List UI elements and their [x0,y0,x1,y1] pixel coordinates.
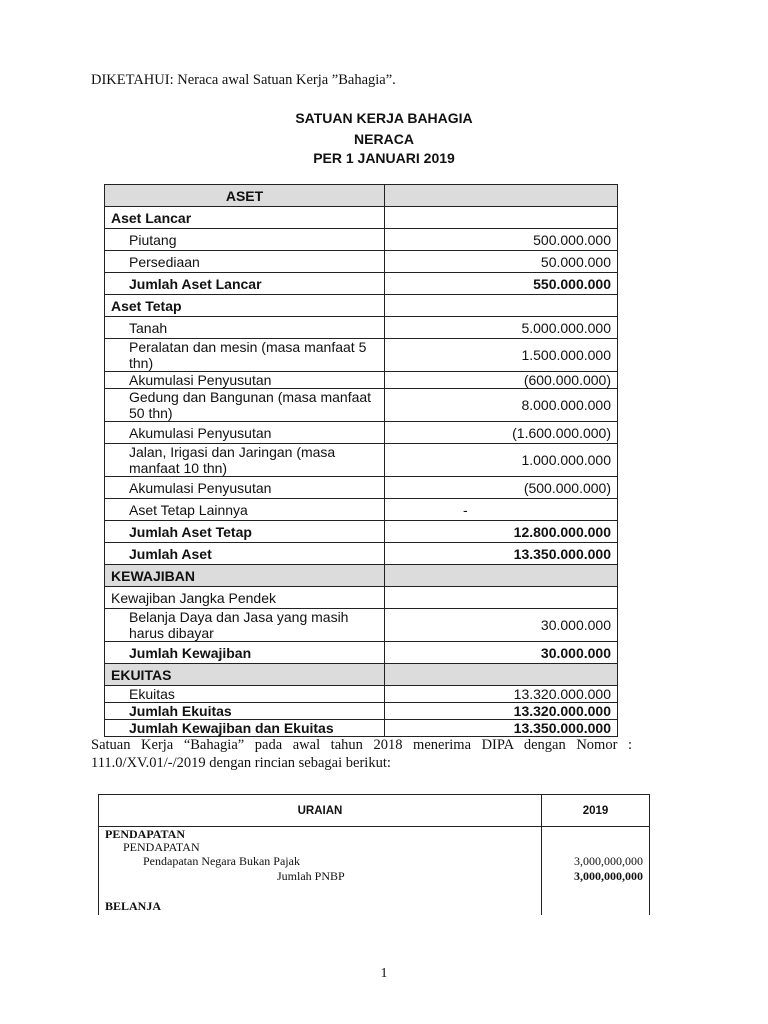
row-amount: 50.000.000 [385,251,618,273]
balance-sheet-row [105,543,618,565]
dipa-row-label: PENDAPATAN [123,840,200,854]
balance-sheet-row [105,521,618,543]
column-divider [541,827,542,915]
dipa-row-amount: 3,000,000,000 [574,869,643,883]
row-amount: 8.000.000.000 [385,389,618,422]
heading-entity: SATUAN KERJA BAHAGIA [295,110,473,126]
balance-sheet-row [105,295,618,317]
row-label: Jumlah Kewajiban dan Ekuitas [105,720,385,737]
row-label: Jumlah Aset Lancar [105,273,385,295]
heading-title: NERACA [354,131,414,147]
balance-sheet-row [105,317,618,339]
balance-sheet-row [105,565,618,587]
balance-sheet-row [105,499,618,521]
balance-sheet-row [105,251,618,273]
row-label: ASET [105,185,385,207]
balance-sheet-row [105,185,618,207]
row-label: Akumulasi Penyusutan [105,372,385,389]
row-label: Jalan, Irigasi dan Jaringan (masa manfaat 10 thn) [105,444,385,477]
dipa-row-label: BELANJA [105,899,162,913]
row-amount: 13.320.000.000 [385,686,618,703]
row-amount: 5.000.000.000 [385,317,618,339]
balance-sheet-row [105,609,618,642]
paragraph-line-2: 111.0/XV.01/-/2019 dengan rincian sebagai berikut: [91,755,391,771]
heading-date: PER 1 JANUARI 2019 [313,150,455,166]
row-amount: 12.800.000.000 [385,521,618,543]
row-amount: (1.600.000.000) [385,422,618,444]
dipa-table-header [99,795,649,827]
dipa-row-label: Pendapatan Negara Bukan Pajak [143,854,300,868]
row-amount [385,207,618,229]
dipa-row-label: PENDAPATAN [105,827,185,841]
balance-sheet-row [105,642,618,664]
row-amount: 1.000.000.000 [385,444,618,477]
balance-sheet-row [105,720,618,737]
dipa-table-body [99,827,649,915]
row-label: Aset Tetap [105,295,385,317]
balance-sheet-row [105,422,618,444]
row-label: Belanja Daya dan Jasa yang masih harus dibayar [105,609,385,642]
balance-sheet-row [105,703,618,720]
dipa-table [98,794,650,915]
intro-text: DIKETAHUI: Neraca awal Satuan Kerja ”Bahagia”. [91,72,396,88]
row-amount: 13.320.000.000 [385,703,618,720]
row-amount: (600.000.000) [385,372,618,389]
row-label: Ekuitas [105,686,385,703]
balance-sheet-row [105,587,618,609]
row-amount: 30.000.000 [385,642,618,664]
balance-sheet-row [105,477,618,499]
row-label: Aset Tetap Lainnya [105,499,385,521]
dipa-paragraph [91,736,632,772]
row-label: Akumulasi Penyusutan [105,422,385,444]
row-amount [385,565,618,587]
row-label: EKUITAS [105,664,385,686]
row-label: Piutang [105,229,385,251]
balance-sheet-table [104,184,618,737]
row-amount: 30.000.000 [385,609,618,642]
dipa-row-amount: 3,000,000,000 [574,854,643,868]
balance-sheet-row [105,229,618,251]
row-label: Peralatan dan mesin (masa manfaat 5 thn) [105,339,385,372]
row-amount: 13.350.000.000 [385,543,618,565]
uraian-header: URAIAN [99,795,542,826]
balance-sheet-row [105,389,618,422]
row-amount [385,185,618,207]
row-amount: 1.500.000.000 [385,339,618,372]
row-amount: 13.350.000.000 [385,720,618,737]
row-label: Gedung dan Bangunan (masa manfaat 50 thn) [105,389,385,422]
row-label: Persediaan [105,251,385,273]
row-amount: (500.000.000) [385,477,618,499]
row-amount [385,295,618,317]
row-label: Jumlah Aset Tetap [105,521,385,543]
row-label: Kewajiban Jangka Pendek [105,587,385,609]
page-number: 1 [380,966,388,981]
dipa-row-label: Jumlah PNBP [277,869,345,883]
row-label: KEWAJIBAN [105,565,385,587]
row-label: Jumlah Kewajiban [105,642,385,664]
row-label: Jumlah Ekuitas [105,703,385,720]
paragraph-line-1: Satuan Kerja “Bahagia” pada awal tahun 2018 menerima DIPA dengan Nomor : [91,737,632,753]
row-label: Akumulasi Penyusutan [105,477,385,499]
balance-sheet-row [105,444,618,477]
row-amount: - [385,499,618,521]
row-amount: 500.000.000 [385,229,618,251]
balance-sheet-row [105,372,618,389]
year-header: 2019 [582,804,609,817]
balance-sheet-row [105,273,618,295]
balance-sheet-row [105,207,618,229]
balance-sheet-row [105,339,618,372]
row-label: Tanah [105,317,385,339]
row-amount [385,664,618,686]
row-label: Aset Lancar [105,207,385,229]
balance-sheet-row [105,664,618,686]
balance-sheet-row [105,686,618,703]
row-amount [385,587,618,609]
row-label: Jumlah Aset [105,543,385,565]
row-amount: 550.000.000 [385,273,618,295]
